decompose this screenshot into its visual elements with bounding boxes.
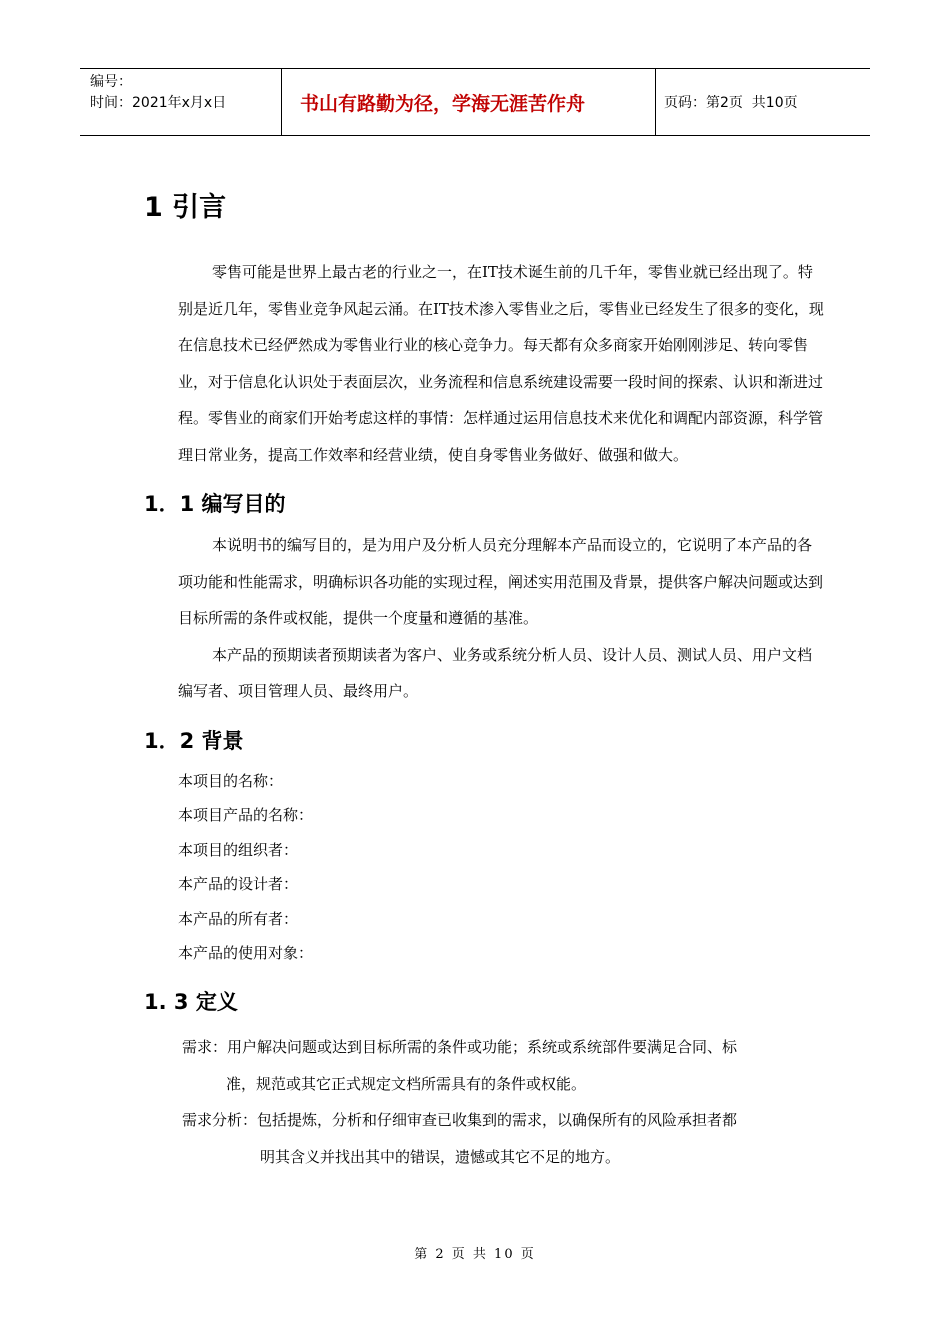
header-page-info [656,69,870,135]
definition-requirement-line1: 需求：用户解决问题或达到目标所需的条件或功能；系统或系统部件要满足合同、标 [182,1038,738,1057]
section-title-background: 1．2 背景 [144,728,244,753]
header-meta [80,69,281,135]
section-title-purpose: 1．1 编写目的 [144,492,286,516]
section-purpose [144,487,824,710]
document-body [144,188,824,1175]
background-item: 本项目产品的名称： [178,806,314,825]
page-footer [0,1243,950,1262]
purpose-paragraph-1: 本说明书的编写目的，是为用户及分析人员充分理解本产品而设立的，它说明了本产品的各项功能和性能需求，明确标识各功能的实现过程，阐述实用范围及背景，提供客户解决问题或达到目标所需的条件或权能，提供一个度量和遵循的基准。 [178,536,824,627]
background-item: 本产品的所有者： [178,909,299,928]
purpose-paragraph-2: 本产品的预期读者预期读者为客户、业务或系统分析人员、设计人员、测试人员、用户文档编写者、项目管理人员、最终用户。 [178,645,813,700]
section-title-intro: 1 引言 [144,192,227,223]
header-page-info-text: 页码：第2页 共10页 [664,95,798,111]
background-item: 本项目的组织者： [178,840,299,859]
section-title-definitions: 1. 3 定义 [144,990,238,1015]
header-time-label: 时间：2021年x月x日 [90,95,227,111]
footer-page-number: 第 2 页 共 10 页 [414,1247,536,1262]
definition-analysis-line2: 明其含义并找出其中的错误，遗憾或其它不足的地方。 [260,1147,621,1166]
header-number-label: 编号： [90,74,132,90]
definition-list [144,1029,824,1175]
background-list [144,764,824,972]
header-motto: 书山有路勤为径，学海无涯苦作舟 [281,69,656,135]
definition-requirement-line2: 准，规范或其它正式规定文档所需具有的条件或权能。 [226,1074,587,1093]
section-background [144,724,824,972]
page-header [80,68,870,136]
background-item: 本产品的设计者： [178,875,299,894]
background-item: 本项目的名称： [178,771,284,790]
intro-paragraph: 零售可能是世界上最古老的行业之一，在IT技术诞生前的几千年，零售业就已经出现了。特别是近几年，零售业竞争风起云涌。在IT技术渗入零售业之后，零售业已经发生了很多的变化，现在信息技术已经俨然成为零售业行业的核心竞争力。每天都有众多商家开始刚刚涉足、转向零售业，对于信息化认识处于表面层次，业务流程和信息系统建设需要一段时间的探索、认识和渐进过程。零售业的商家们开始考虑这样的事情：怎样通过运用信息技术来优化和调配内部资源，科学管理日常业务，提高工作效率和经营业绩，使自身零售业务做好、做强和做大。 [178,263,824,464]
background-item: 本产品的使用对象： [178,944,314,963]
section-definitions [144,985,824,1175]
definition-analysis-line1: 需求分析：包括提炼，分析和仔细审查已收集到的需求，以确保所有的风险承担者都 [182,1111,738,1130]
